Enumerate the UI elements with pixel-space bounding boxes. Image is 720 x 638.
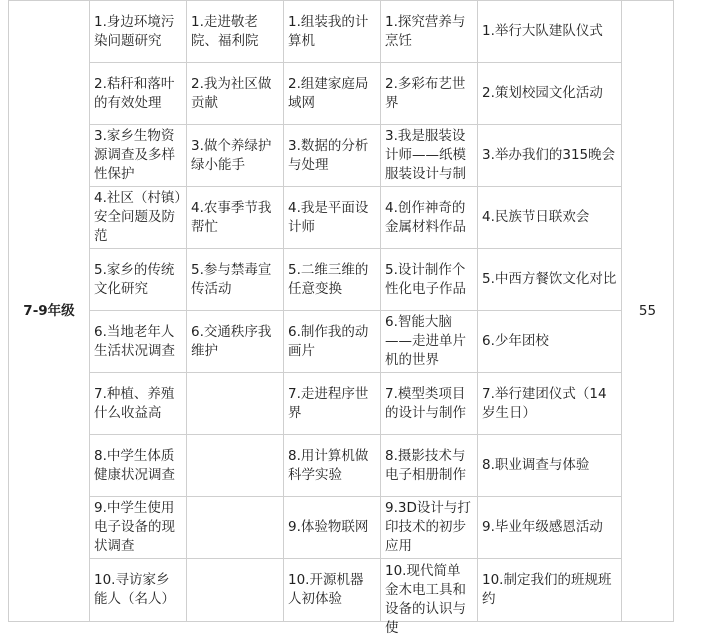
hours-count: 55 xyxy=(622,1,674,622)
table-cell xyxy=(284,497,381,559)
cell-text: 1.组装我的计算机 xyxy=(288,13,369,49)
grade-label: 7-9年级 xyxy=(9,1,90,622)
table-cell xyxy=(381,497,478,559)
activity-table xyxy=(8,0,674,636)
table-cell xyxy=(381,373,478,435)
cell-text: 6.制作我的动画片 xyxy=(288,323,369,359)
table-cell xyxy=(90,125,187,187)
cell-text: 5.家乡的传统文化研究 xyxy=(94,261,175,297)
table-cell xyxy=(381,125,478,187)
table-row xyxy=(9,497,674,559)
table-body xyxy=(9,1,674,636)
table-cell xyxy=(381,311,478,373)
cell-text: 8.职业调查与体验 xyxy=(482,457,590,473)
cell-text: 4.创作神奇的金属材料作品 xyxy=(385,199,466,235)
table-cell xyxy=(381,559,478,636)
cell-text: 5.设计制作个性化电子作品 xyxy=(385,261,466,297)
table-row xyxy=(9,373,674,435)
cell-text: 7.模型类项目的设计与制作 xyxy=(385,385,466,421)
table-cell xyxy=(284,249,381,311)
table-cell xyxy=(381,63,478,125)
table-cell xyxy=(187,125,284,187)
cell-text: 2.我为社区做贡献 xyxy=(191,75,272,111)
cell-text: 1.举行大队建队仪式 xyxy=(482,23,603,39)
table-row xyxy=(9,63,674,125)
table-cell xyxy=(284,63,381,125)
cell-text: 6.智能大脑——走进单片机的世界 xyxy=(385,314,466,368)
table-row xyxy=(9,435,674,497)
table-row xyxy=(9,311,674,373)
table-cell xyxy=(187,559,284,622)
table-cell xyxy=(284,435,381,497)
cell-text: 7.举行建团仪式（14岁生日） xyxy=(482,385,607,421)
cell-text: 2.秸秆和落叶的有效处理 xyxy=(94,75,175,111)
cell-text: 5.中西方餐饮文化对比 xyxy=(482,271,617,287)
cell-text: 3.做个养绿护绿小能手 xyxy=(191,137,272,173)
cell-text: 6.交通秩序我维护 xyxy=(191,323,272,359)
table-cell xyxy=(381,1,478,63)
table-cell xyxy=(187,249,284,311)
table-cell xyxy=(90,435,187,497)
cell-text: 4.社区（村镇）安全问题及防范 xyxy=(94,190,182,244)
table-cell xyxy=(90,249,187,311)
cell-text: 5.参与禁毒宣传活动 xyxy=(191,261,272,297)
cell-text: 8.用计算机做科学实验 xyxy=(288,447,369,483)
cell-text: 2.多彩布艺世界 xyxy=(385,75,466,111)
table-cell xyxy=(284,373,381,435)
cell-text: 2.策划校园文化活动 xyxy=(482,85,603,101)
cell-text: 4.民族节日联欢会 xyxy=(482,209,590,225)
table-cell xyxy=(187,373,284,435)
table-cell xyxy=(478,1,622,63)
cell-text: 3.数据的分析与处理 xyxy=(288,137,369,173)
cell-text: 10.现代简单金木电工具和设备的认识与使 xyxy=(385,562,466,636)
table-row xyxy=(9,125,674,187)
table-cell xyxy=(187,435,284,497)
cell-text: 7.种植、养殖什么收益高 xyxy=(94,385,175,421)
table-cell xyxy=(284,311,381,373)
table-cell xyxy=(478,125,622,187)
table-cell xyxy=(90,311,187,373)
table-cell xyxy=(478,373,622,435)
table-cell xyxy=(187,63,284,125)
cell-text: 10.寻访家乡能人（名人） xyxy=(94,572,175,607)
cell-text: 1.走进敬老院、福利院 xyxy=(191,13,259,49)
table-cell xyxy=(284,1,381,63)
cell-text: 5.二维三维的任意变换 xyxy=(288,261,369,297)
table-cell xyxy=(478,249,622,311)
cell-text: 10.开源机器人初体验 xyxy=(288,572,364,607)
cell-text: 2.组建家庭局域网 xyxy=(288,75,369,111)
cell-text: 1.身边环境污染问题研究 xyxy=(94,13,175,49)
table-cell xyxy=(90,63,187,125)
table-cell xyxy=(90,187,187,249)
table-cell xyxy=(187,1,284,63)
table-cell xyxy=(90,497,187,559)
table-cell xyxy=(381,249,478,311)
table-cell xyxy=(381,187,478,249)
table-cell xyxy=(284,125,381,187)
cell-text: 9.毕业年级感恩活动 xyxy=(482,519,603,535)
table-cell xyxy=(478,559,622,622)
table-cell xyxy=(187,497,284,559)
cell-text: 3.举办我们的315晚会 xyxy=(482,147,616,163)
table-cell xyxy=(187,187,284,249)
cell-text: 9.中学生使用电子设备的现状调查 xyxy=(94,500,175,554)
cell-text: 4.我是平面设计师 xyxy=(288,199,369,235)
cell-text: 9.3D设计与打印技术的初步应用 xyxy=(385,500,471,554)
table-cell xyxy=(381,435,478,497)
table-row xyxy=(9,249,674,311)
table-cell xyxy=(478,497,622,559)
table-cell xyxy=(90,373,187,435)
table-cell xyxy=(478,311,622,373)
cell-text: 3.家乡生物资源调查及多样性保护 xyxy=(94,128,175,182)
table-row xyxy=(9,559,674,622)
cell-text: 8.中学生体质健康状况调查 xyxy=(94,447,175,483)
table-row xyxy=(9,1,674,63)
table-cell xyxy=(478,187,622,249)
cell-text: 8.摄影技术与电子相册制作 xyxy=(385,447,466,483)
table-cell xyxy=(187,311,284,373)
table-cell xyxy=(90,559,187,622)
table-cell xyxy=(478,435,622,497)
cell-text: 6.少年团校 xyxy=(482,333,549,349)
table-cell xyxy=(90,1,187,63)
cell-text: 10.制定我们的班规班约 xyxy=(482,572,612,607)
cell-text: 9.体验物联网 xyxy=(288,519,369,535)
cell-text: 7.走进程序世界 xyxy=(288,385,369,421)
cell-text: 1.探究营养与烹饪 xyxy=(385,13,466,49)
cell-text: 4.农事季节我帮忙 xyxy=(191,199,272,235)
table-cell xyxy=(284,187,381,249)
cell-text: 3.我是服装设计师——纸模服装设计与制 xyxy=(385,128,466,182)
table-cell xyxy=(284,559,381,622)
cell-text: 6.当地老年人生活状况调查 xyxy=(94,323,175,359)
table-cell xyxy=(478,63,622,125)
table-row xyxy=(9,187,674,249)
